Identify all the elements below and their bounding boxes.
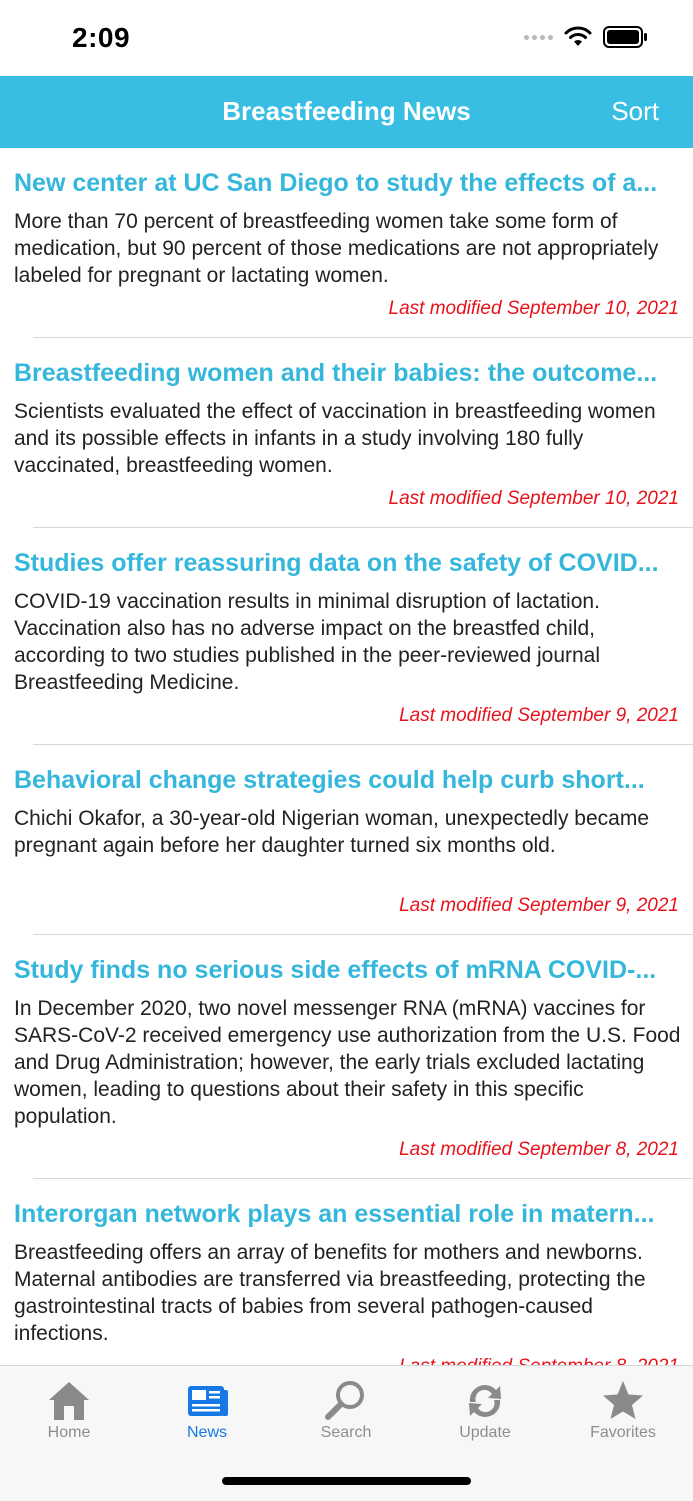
news-item-title: Interorgan network plays an essential role in matern...: [14, 1200, 655, 1228]
news-item-summary: Breastfeeding offers an array of benefits for mothers and newborns. Maternal antibodies are transferred via breastfeeding, protecting the gastrointestinal tracts of babies from several pathogen-caused infections.: [14, 1241, 646, 1345]
news-item-title: Breastfeeding women and their babies: the outcome...: [14, 359, 658, 387]
home-indicator[interactable]: [222, 1477, 471, 1485]
news-item-date: Last modified September 8, 2021: [399, 1139, 679, 1160]
update-icon: [460, 1376, 510, 1426]
tab-label: Update: [459, 1424, 511, 1441]
tab-news[interactable]: [138, 1366, 276, 1456]
news-item-date: Last modified September 10, 2021: [388, 488, 679, 509]
tab-label: Favorites: [590, 1424, 656, 1441]
sort-button[interactable]: Sort: [611, 96, 659, 126]
news-item-summary: Chichi Okafor, a 30-year-old Nigerian woman, unexpectedly became pregnant again before her daughter turned six months old.: [14, 807, 649, 857]
news-item[interactable]: [0, 148, 693, 338]
news-item-date: Last modified September 9, 2021: [399, 895, 679, 916]
tab-favorites[interactable]: [554, 1366, 692, 1456]
search-icon: [321, 1376, 371, 1426]
status-bar: [0, 0, 693, 76]
tab-label: Search: [320, 1424, 372, 1441]
news-item-summary: More than 70 percent of breastfeeding women take some form of medication, but 90 percent of those medications are not appropriately labeled for pregnant or lactating women.: [14, 210, 659, 287]
news-item-title: Behavioral change strategies could help curb short...: [14, 766, 645, 794]
tab-update[interactable]: [416, 1366, 554, 1456]
news-item-title: Studies offer reassuring data on the safety of COVID...: [14, 549, 659, 577]
home-icon: [44, 1376, 94, 1426]
news-item-summary: In December 2020, two novel messenger RNA (mRNA) vaccines for SARS-CoV-2 received emergency use authorization from the U.S. Food and Drug Administration; however, the early trials excluded lactating women, leading to questions about their safety in this specific population.: [14, 997, 681, 1128]
tab-search[interactable]: [277, 1366, 415, 1456]
news-item[interactable]: [0, 745, 693, 935]
news-list[interactable]: [0, 148, 693, 1365]
page-title: Breastfeeding News: [222, 96, 471, 126]
news-icon: [182, 1376, 232, 1426]
news-item-date: Last modified September 9, 2021: [399, 705, 679, 726]
news-item-title: New center at UC San Diego to study the effects of a...: [14, 169, 658, 197]
status-indicators: [524, 26, 649, 48]
navigation-bar: [0, 76, 693, 148]
news-item-summary: Scientists evaluated the effect of vaccination in breastfeeding women and its possible effects in infants in a study involving 180 fully vaccinated, breastfeeding women.: [14, 400, 656, 477]
wifi-icon: [563, 26, 593, 48]
news-item[interactable]: [0, 338, 693, 528]
news-item-date: Last modified September 10, 2021: [388, 298, 679, 319]
status-time: 2:09: [72, 22, 131, 53]
battery-icon: [603, 26, 649, 48]
tab-label: Home: [47, 1424, 91, 1441]
news-item-summary: COVID-19 vaccination results in minimal disruption of lactation. Vaccination also has no adverse impact on the breastfed child, according to two studies published in the peer-reviewed journal Breastfeeding Medicine.: [14, 590, 601, 694]
news-item[interactable]: [0, 935, 693, 1179]
news-item-title: Study finds no serious side effects of mRNA COVID-...: [14, 956, 657, 984]
tab-label: News: [186, 1424, 227, 1441]
news-item[interactable]: [0, 528, 693, 745]
favorites-icon: [598, 1376, 648, 1426]
tab-home[interactable]: [0, 1366, 138, 1456]
cellular-signal-icon: [524, 35, 553, 40]
